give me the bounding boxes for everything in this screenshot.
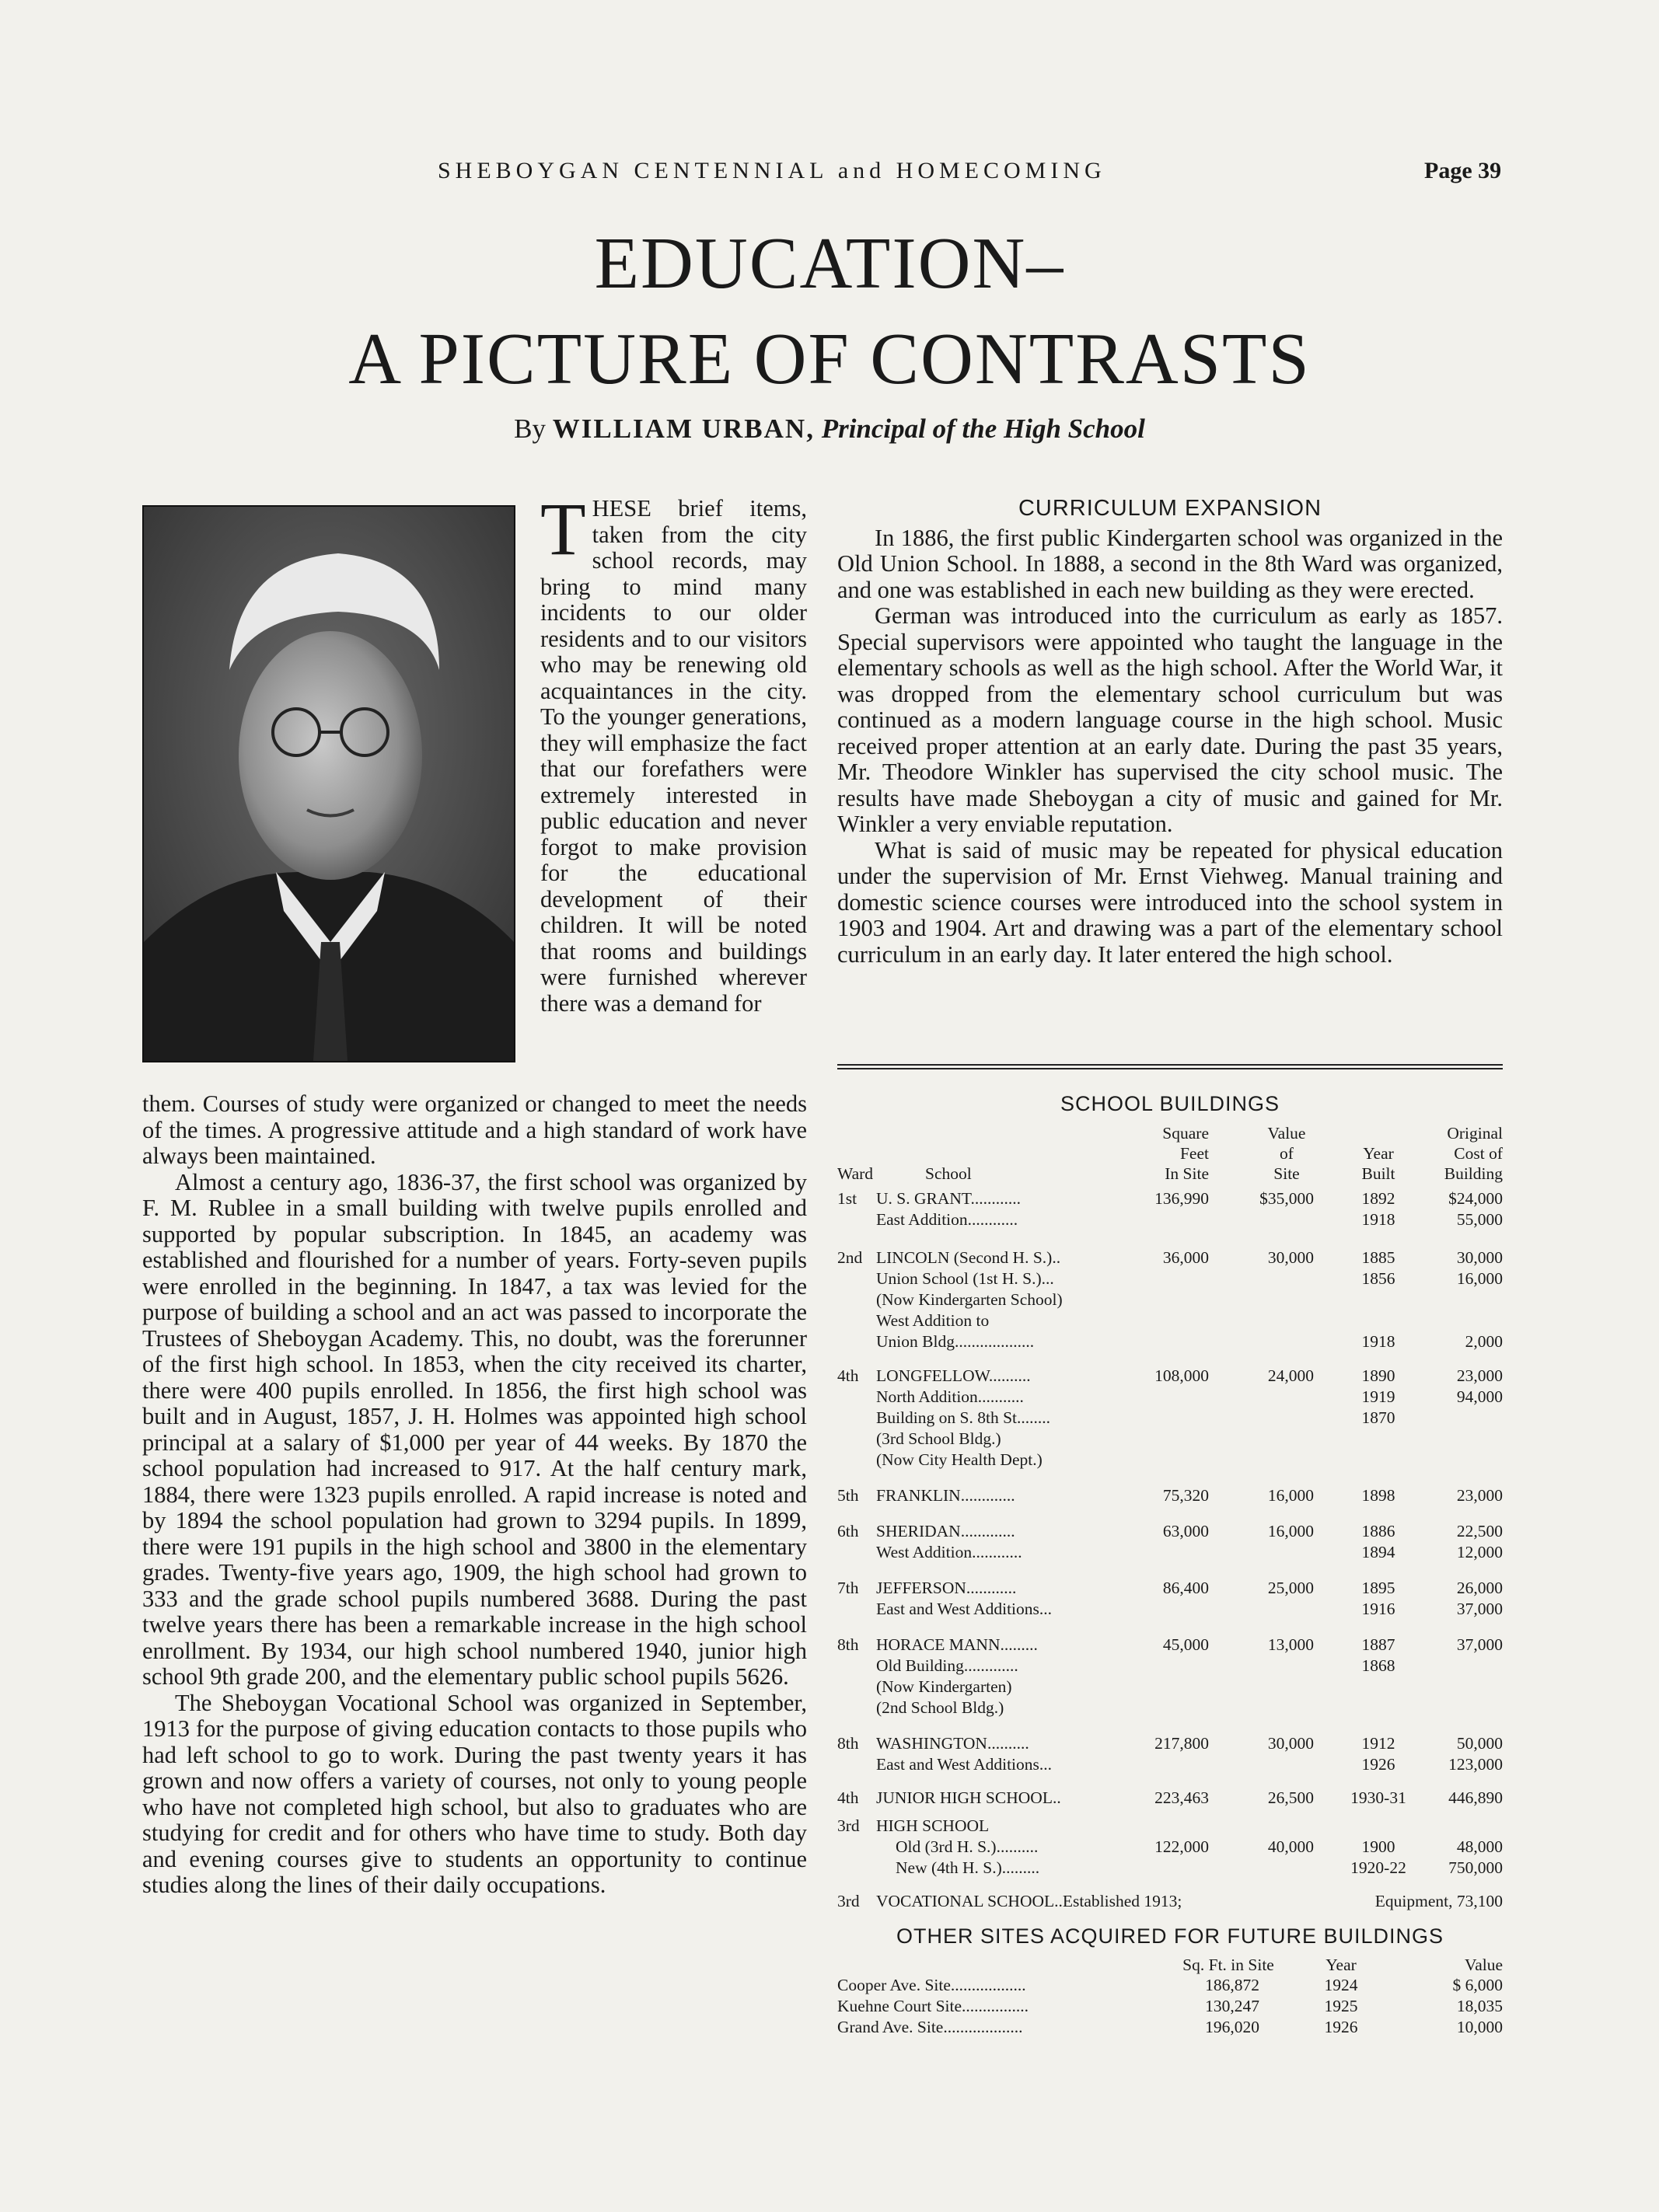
row-cost: 37,000 [1456,1600,1503,1618]
site-value: 18,035 [1456,1997,1503,2015]
row-year: 1926 [1361,1755,1395,1774]
row-year: 1856 [1361,1269,1395,1288]
col-header-cost-3: Building [1444,1164,1503,1183]
byline-prefix: By [514,413,546,444]
row-year: 1916 [1361,1600,1395,1618]
leader-dots: ........... [977,1387,1024,1406]
row-cost: 94,000 [1456,1387,1503,1406]
row-year: 1918 [1361,1332,1395,1351]
row-school-name [876,1600,1052,1618]
row-value: 30,000 [1267,1248,1314,1267]
row-year: 1868 [1361,1656,1395,1675]
col-header-sqft-3: In Site [1165,1164,1209,1183]
school-name: HORACE MANN [876,1635,1001,1654]
row-school-name [876,1248,1060,1267]
row-cost: 23,000 [1456,1366,1503,1385]
school-name: VOCATIONAL SCHOOL [876,1892,1055,1910]
row-value: $35,000 [1259,1189,1314,1208]
row-value: 16,000 [1267,1486,1314,1505]
row-school-name [876,1408,1050,1427]
school-name: (3rd School Bldg.) [876,1429,1001,1448]
school-name: LINCOLN (Second H. S.) [876,1248,1053,1267]
intro-body: HESE brief items, taken from the city school records, may bring to mind many incidents to our older residents and to our visitors who may be renewing old acquaintances in the city. To the younger generations, they will emphasize the fact that our forefathers were extremely interested in public education and never forgot to make provision for the educational development of their children. It will be noted that rooms and buildings were furnished wherever there was a demand for [540,495,807,1017]
row-school-name [876,1579,1016,1597]
leader-dots: ............ [967,1210,1018,1229]
os-header-value: Value [1465,1956,1503,1974]
row-cost: 26,000 [1456,1579,1503,1597]
row-school-name [876,1543,1022,1561]
site-sqft: 130,247 [1205,1997,1259,2015]
os-header-sqft: Sq. Ft. in Site [1182,1956,1274,1974]
row-value: 30,000 [1267,1734,1314,1753]
drop-cap: T [540,487,586,570]
leader-dots: ......... [1000,1635,1038,1654]
row-value: 26,500 [1267,1788,1314,1807]
row-value: 16,000 [1267,1522,1314,1540]
row-school-name [876,1522,1015,1540]
row-school-name [876,1332,1034,1351]
row-sqft: 122,000 [1154,1837,1209,1856]
site-value: 10,000 [1456,2018,1503,2036]
leader-dots: ... [1041,1269,1054,1288]
row-year: 1920-22 [1350,1858,1406,1877]
school-name: (2nd School Bldg.) [876,1698,1004,1717]
row-cost: 2,000 [1465,1332,1503,1351]
school-name: Old Building [876,1656,964,1675]
row-value: 13,000 [1267,1635,1314,1654]
row-school-name [876,1366,1031,1385]
row-year: 1892 [1361,1189,1395,1208]
paragraph: them. Courses of study were organized or changed to meet the needs of the times. A progressive attitude and a high standard of work have always been maintained. [142,1090,807,1169]
row-year: 1887 [1361,1635,1395,1654]
leader-dots: ............ [966,1579,1017,1597]
section-divider [837,1064,1503,1069]
curriculum-heading: CURRICULUM EXPANSION [1018,496,1322,521]
row-year: 1900 [1361,1837,1395,1856]
row-school-name [896,1858,1039,1877]
row-ward: 8th [837,1635,859,1654]
row-value: 25,000 [1267,1579,1314,1597]
row-ward: 4th [837,1366,859,1385]
leader-dots: .. [1052,1788,1061,1807]
row-school-name [876,1450,1043,1469]
author-name: WILLIAM URBAN, [552,413,815,444]
row-cost: 22,500 [1456,1522,1503,1540]
school-name: North Addition [876,1387,978,1406]
row-year: 1912 [1361,1734,1395,1753]
leader-dots: ......... [1001,1858,1040,1877]
school-name: (Now City Health Dept.) [876,1450,1043,1469]
row-ward: 3rd [837,1816,860,1835]
leader-dots: ................... [943,2018,1023,2036]
row-cost: 446,890 [1448,1788,1503,1807]
leader-dots: ....... [1021,1408,1050,1427]
paragraph: Almost a century ago, 1836-37, the first school was organized by F. M. Rublee in a small building with twelve pupils enrolled and supported by popular subscription. In 1845, an academy was established and flourished for a number of years. Forty-seven pupils were enrolled in the beginning. In 1847, a tax was levied for the purpose of building a school and an act was passed to incorporate the Trustees of Sheboygan Academy. This, no doubt, was the forerunner of the first high school. In 1853, when the city received its charter, there were 400 pupils enrolled. In 1856, the first high school was built and in August, 1857, J. H. Holmes was appointed high school principal at a salary of $1,000 per year of 44 weeks. By 1870 the school population had increased to 917. At the half century mark, 1884, there were 1323 pupils enrolled. A rapid increase is noted and by 1894 the school population had grown to 3294 pupils. In 1899, there were 191 pupils in the high school and 3800 in the elementary grades. Twenty-five years ago, 1909, the high school had grown to 333 and the grade school pupils numbered 3688. During the past twelve years there has been a remarkable increase in the high school enrollment. By 1934, our high school numbered 1940, junior high school 9th grade 200, and the elementary public school pupils 5626. [142,1168,807,1690]
row-school-name [876,1816,989,1835]
row-ward: 3rd [837,1892,860,1910]
site-label: Cooper Ave. Site [837,1976,951,1994]
row-school-name [876,1698,1004,1717]
site-name [837,1997,1029,2015]
school-name: Union School (1st H. S.) [876,1269,1042,1288]
page-number: Page 39 [1424,158,1502,183]
paragraph: The Sheboygan Vocational School was organized in September, 1913 for the purpose of giving education contacts to those pupils who had left school to go to work. During the past twenty years it has grown and now offers a variety of courses, not only to young people who have not completed high school, but also to graduates who are studying for credit and for others who have time to study. Both day and evening courses give to students an opportunity to continue studies along the lines of their daily occupations. [142,1689,807,1898]
row-school-name [876,1755,1052,1774]
row-year: 1885 [1361,1248,1395,1267]
school-name: West Addition to [876,1311,990,1330]
row-sqft: 45,000 [1162,1635,1209,1654]
row-year: 1886 [1361,1522,1395,1540]
row-sqft: 75,320 [1162,1486,1209,1505]
school-name: (Now Kindergarten) [876,1677,1012,1696]
school-buildings-title: SCHOOL BUILDINGS [1060,1092,1280,1115]
school-name: Old (3rd H. S.) [896,1837,997,1856]
col-header-school: School [925,1164,972,1183]
leader-dots: ............. [960,1522,1015,1540]
col-header-cost-2: Cost of [1454,1144,1503,1163]
row-school-name [876,1210,1018,1229]
row-value: 24,000 [1267,1366,1314,1385]
school-name: JEFFERSON [876,1579,966,1597]
row-year: 1895 [1361,1579,1395,1597]
row-school-name [876,1269,1054,1288]
school-name: U. S. GRANT [876,1189,971,1208]
row-cost: 55,000 [1456,1210,1503,1229]
row-sqft: 217,800 [1154,1734,1209,1753]
school-name: Building on S. 8th St. [876,1408,1022,1427]
curriculum-section [837,496,1503,968]
site-sqft: 196,020 [1205,2018,1259,2036]
row-cost: 37,000 [1456,1635,1503,1654]
row-sqft: 63,000 [1162,1522,1209,1540]
paragraph: German was introduced into the curriculum as early as 1857. Special supervisors were appointed who taught the language in the elementary schools as well as the high school. After the World War, it was dropped from the elementary school curriculum but was continued as a modern language course in the high school. Music received proper attention at an early date. During the past 35 years, Mr. Theodore Winkler has supervised the city school music. The results have made Sheboygan a city of music and gained for Mr. Winkler a very enviable reputation. [837,602,1503,837]
row-ward: 5th [837,1486,859,1505]
leader-dots: .......... [996,1837,1039,1856]
row-school-name [876,1892,1182,1910]
row-school-name [876,1189,1021,1208]
row-ward: 1st [837,1189,857,1208]
row-year: 1930-31 [1350,1788,1406,1807]
other-sites-title: OTHER SITES ACQUIRED FOR FUTURE BUILDINGS [896,1924,1444,1948]
row-note-equipment: Equipment, 73,100 [1374,1892,1503,1910]
row-ward: 4th [837,1788,859,1807]
row-cost: 123,000 [1448,1755,1503,1774]
col-header-year-1: Year [1363,1144,1394,1163]
row-year: 1898 [1361,1486,1395,1505]
site-year: 1924 [1324,1976,1358,1994]
school-name: (Now Kindergarten School) [876,1290,1063,1309]
row-cost: 48,000 [1456,1837,1503,1856]
school-name: East and West Additions [876,1755,1039,1774]
leader-dots: ... [1039,1755,1053,1774]
leader-dots: ............ [972,1543,1022,1561]
row-cost: 16,000 [1456,1269,1503,1288]
leader-dots: .................. [950,1976,1026,1994]
row-cost: 12,000 [1456,1543,1503,1561]
row-school-name [896,1837,1038,1856]
school-name: West Addition [876,1543,973,1561]
row-school-name [876,1311,989,1330]
os-header-year: Year [1325,1956,1357,1974]
row-sqft: 108,000 [1154,1366,1209,1385]
col-header-value-1: Value [1267,1124,1306,1143]
row-year: 1894 [1361,1543,1395,1561]
school-name: East Addition [876,1210,968,1229]
row-school-name [876,1387,1024,1406]
paragraph: In 1886, the first public Kindergarten school was organized in the Old Union School. In 1888, a second in the 8th Ward was organized, and one was established in each new building as they were erected. [837,524,1503,603]
portrait-image [144,507,514,1061]
row-school-name [876,1635,1038,1654]
row-school-name [876,1429,1001,1448]
intro-text [540,487,807,1017]
site-sqft: 186,872 [1205,1976,1259,1994]
site-name [837,1976,1026,1994]
row-school-name [876,1290,1063,1309]
col-header-sqft-2: Feet [1179,1144,1209,1163]
row-school-name [876,1734,1029,1753]
leader-dots: .. [1054,1892,1063,1910]
row-cost: 750,000 [1448,1858,1503,1877]
row-school-name [876,1677,1012,1696]
byline [0,413,1659,445]
author-role: Principal of the High School [821,413,1145,444]
row-school-name [876,1486,1015,1505]
row-year: 1890 [1361,1366,1395,1385]
page-title-line-2: A PICTURE OF CONTRASTS [348,319,1311,399]
col-header-value-2: of [1280,1144,1294,1163]
row-cost: 50,000 [1456,1734,1503,1753]
row-sqft: 86,400 [1162,1579,1209,1597]
school-name: East and West Additions [876,1600,1039,1618]
site-name [837,2018,1022,2036]
leader-dots: .......... [988,1366,1031,1385]
row-cost: 30,000 [1456,1248,1503,1267]
site-year: 1925 [1324,1997,1358,2015]
school-name: Union Bldg. [876,1332,959,1351]
paragraph: What is said of music may be repeated for physical education under the supervision of Mr. Ernst Viehweg. Manual training and domestic science courses were introduced into the school system in 1903 and 1904. Art and drawing was a part of the elementary school curriculum in an early day. It later entered the high school. [837,836,1503,968]
row-year: 1919 [1361,1387,1395,1406]
row-sqft: 136,990 [1154,1189,1209,1208]
site-value: $ 6,000 [1452,1976,1503,1994]
school-name: FRANKLIN [876,1486,961,1505]
leader-dots: .. [1052,1248,1061,1267]
leader-dots: .................. [959,1332,1035,1351]
leader-dots: ................ [962,1997,1029,2015]
leader-dots: ............. [963,1656,1018,1675]
site-label: Kuehne Court Site [837,1997,962,2015]
leader-dots: ............ [970,1189,1021,1208]
leader-dots: ... [1039,1600,1053,1618]
leader-dots: .......... [987,1734,1029,1753]
row-note: Established 1913; [1062,1892,1182,1910]
row-ward: 6th [837,1522,859,1540]
row-cost: $24,000 [1448,1189,1503,1208]
school-name: WASHINGTON [876,1734,987,1753]
col-header-value-3: Site [1273,1164,1300,1183]
school-name: JUNIOR HIGH SCHOOL [876,1788,1053,1807]
col-header-cost-1: Original [1447,1124,1503,1143]
row-school-name [876,1788,1061,1807]
col-header-ward: Ward [837,1164,874,1183]
school-name: HIGH SCHOOL [876,1816,990,1835]
school-name: SHERIDAN [876,1522,961,1540]
page-title-line-1: EDUCATION– [594,223,1065,304]
leader-dots: ............. [960,1486,1015,1505]
school-name: LONGFELLOW [876,1366,989,1385]
row-ward: 8th [837,1734,859,1753]
row-year: 1918 [1361,1210,1395,1229]
col-header-sqft-1: Square [1162,1124,1209,1143]
row-cost: 23,000 [1456,1486,1503,1505]
col-header-year-2: Built [1361,1164,1395,1183]
row-school-name [876,1656,1018,1675]
author-portrait [142,505,515,1062]
row-sqft: 223,463 [1154,1788,1209,1807]
school-name: New (4th H. S.) [896,1858,1002,1877]
row-year: 1870 [1361,1408,1395,1427]
row-ward: 2nd [837,1248,863,1267]
row-ward: 7th [837,1579,859,1597]
row-value: 40,000 [1267,1837,1314,1856]
row-sqft: 36,000 [1162,1248,1209,1267]
site-year: 1926 [1324,2018,1358,2036]
left-column [142,1091,807,1899]
site-label: Grand Ave. Site [837,2018,944,2036]
running-head: SHEBOYGAN CENTENNIAL and HOMECOMING [438,158,1106,183]
